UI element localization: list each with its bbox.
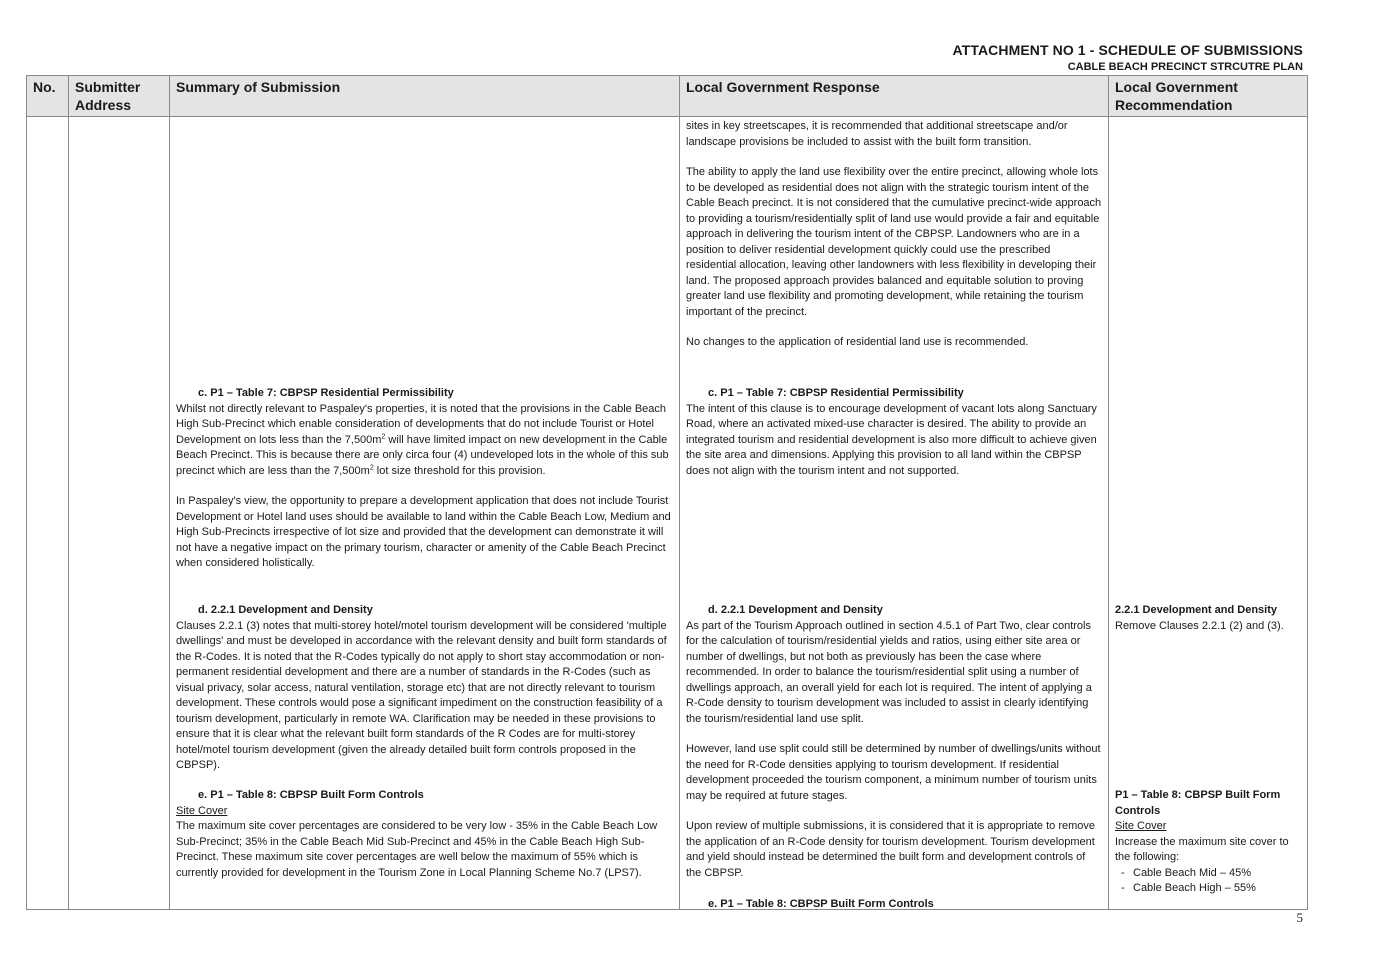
header-submitter-address [69,76,170,117]
summary-c-text1: Whilst not directly relevant to Paspaley's properties, it is noted that the provisions in the Cable Beach High Sub-Precinct which enable consideration of developments that do not include Tourist or Hotel Development on lots less than the $7,500m^2$ will have limited impact on new development in the Cable Beach Precinct. This is because there are only circa four (4) undeveloped lots in the whole of this sub precinct which are less than the $7,500m^2$ lot size threshold for this provision. [176,402,669,477]
cell-no [27,117,69,910]
list-item: - Cable Beach High – 55% [1115,881,1301,897]
summary-d-text: Clauses 2.2.1 (3) notes that multi-storey hotel/motel tourism development will be considered 'multiple dwellings' and must be developed in accordance with the relevant density and built form standards of the R-Codes. It is noted that the R-Codes typically do not apply to short stay accommodation or non-permanent residential development and there are a number of standards in the R-Codes (such as visual privacy, solar access, natural ventilation, storage etc) that are not directly relevant to tourism development. These controls would pose a significant impediment on the construction feasibility of a tourism development, particularly in remote WA. Clarification may be needed in these provisions to ensure that it is clear what the relevant built form standards of the R Codes are for multi-storey hotel/motel tourism development (given the already detailed built form controls proposed in the CBPSP). [176,619,667,771]
summary-e-text: The maximum site cover percentages are considered to be very low - 35% in the Cable Beach Low Sub-Precinct; 35% in the Cable Beach Mid Sub-Precinct and 45% in the Cable Beach High Sub- Precinct. These maximum site cover percentages are well below the maximum of 55% which is currently provided for development in the Tourism Zone in Local Planning Scheme No.7 (LPS7). [176,820,658,879]
response-e-heading: e. P1 – Table 8: CBPSP Built Form Controls [708,898,934,909]
response-d-text2: However, land use split could still be determined by number of dwellings/units without the need for R-Code densities applying to tourism development. If residential development proceeded the tourism component, a minimum number of tourism units may be required at future stages. [686,743,1101,802]
summary-section-e [176,788,673,881]
summary-section-d [176,603,673,774]
cell-response [680,117,1109,910]
cell-summary [170,117,680,910]
response-p1: sites in key streetscapes, it is recommended that additional streetscape and/or landscape provisions be included to assist with the built form transition. [686,120,1068,148]
summary-e-heading: e. P1 – Table 8: CBPSP Built Form Controls [198,789,424,801]
response-c-text: The intent of this clause is to encourage development of vacant lots along Sanctuary Road, where an activated mixed-use character is desired. The ability to provide an integrated tourism and residential development is also more difficult to achieve given the site area and dimensions. Applying this provision to all land within the CBPSP does not align with the tourism intent and not supported. [686,402,1097,477]
cell-submitter [69,117,170,910]
response-p3: No changes to the application of residential land use is recommended. [686,336,1029,348]
header-recommendation-line1: Local Government [1115,79,1238,95]
recommendation-e-list [1115,866,1301,897]
recommendation-e-text: Increase the maximum site cover to the following: [1115,835,1289,863]
header-response: Local Government Response [680,76,1109,117]
response-p2: The ability to apply the land use flexibility over the entire precinct, allowing whole lots to be developed as residential does not align with the strategic tourism intent of the Cable Beach precinct. It is not considered that the cumulative precinct-wide approach to providing a tourism/residentially split of land use would provide a fair and equitable approach in delivering the tourism intent of the CBPSP. Landowners who are in a position to deliver residential development quickly could use the prescribed residential allocation, leaving other landowners with less flexibility in developing their land. The proposed approach provides balanced and equitable solution to proving greater land use flexibility and promoting development, while retaining the tourism important of the precinct. [686,166,1102,318]
attachment-subtitle: CABLE BEACH PRECINCT STRCUTRE PLAN [1067,61,1303,73]
response-section-d [686,603,1102,881]
cell-recommendation [1109,117,1308,910]
recommendation-d-text: Remove Clauses 2.2.1 (2) and (3). [1115,619,1284,632]
recommendation-e-heading: P1 – Table 8: CBPSP Built Form Controls [1115,789,1281,817]
recommendation-section-d [1115,603,1301,634]
response-d-heading: d. 2.2.1 Development and Density [708,604,883,616]
summary-section-c [176,386,673,572]
recommendation-e-subheading: Site Cover [1115,820,1167,832]
table-row [27,117,1308,910]
response-section-e [686,897,1102,909]
response-d-text1: As part of the Tourism Approach outlined in section 4.5.1 of Part Two, clear controls for the calculation of tourism/residential yields and ratios, using either site area or number of dwellings, but not both as previously has been the case where recommended. In order to balance the tourism/residential split using a number of dwellings approach, an overall yield for each lot is required. The intent of applying a R-Code density to tourism development was included to assist in clearly identifying the tourism/residential land use split. [686,619,1092,725]
submissions-table [26,75,1308,910]
header-summary: Summary of Submission [170,76,680,117]
table-header-row [27,76,1308,117]
list-item: - Cable Beach Mid – 45% [1115,866,1301,882]
summary-d-heading: d. 2.2.1 Development and Density [198,604,373,616]
response-section-c [686,386,1102,479]
header-submitter-line2: Address [75,97,132,113]
header-no: No. [27,76,69,117]
response-d-text3: Upon review of multiple submissions, it is considered that it is appropriate to remove the application of an R-Code density for tourism development. Tourism development and yield should instead be determined the built form and development controls of the CBPSP. [686,820,1096,879]
response-c-heading: c. P1 – Table 7: CBPSP Residential Permissibility [708,387,964,399]
response-intro [686,119,1102,351]
attachment-title: ATTACHMENT NO 1 - SCHEDULE OF SUBMISSIONS [952,42,1303,58]
summary-c-text2: In Paspaley's view, the opportunity to prepare a development application that does not include Tourist Development or Hotel land uses should be available to land within the Cable Beach Low, Medium and High Sub-Precincts irrespective of lot size and provided that the development can demonstrate it will not have a negative impact on the primary tourism, character or amenity of the Cable Beach Precinct when considered holistically. [176,495,671,569]
recommendation-section-e [1115,788,1301,897]
header-recommendation [1109,76,1308,117]
summary-e-subheading: Site Cover [176,804,228,817]
header-submitter-line1: Submitter [75,79,141,95]
recommendation-d-heading: 2.2.1 Development and Density [1115,604,1277,616]
page-number: 5 [1296,910,1303,925]
header-recommendation-line2: Recommendation [1115,97,1233,113]
summary-c-heading: c. P1 – Table 7: CBPSP Residential Permissibility [198,387,454,399]
